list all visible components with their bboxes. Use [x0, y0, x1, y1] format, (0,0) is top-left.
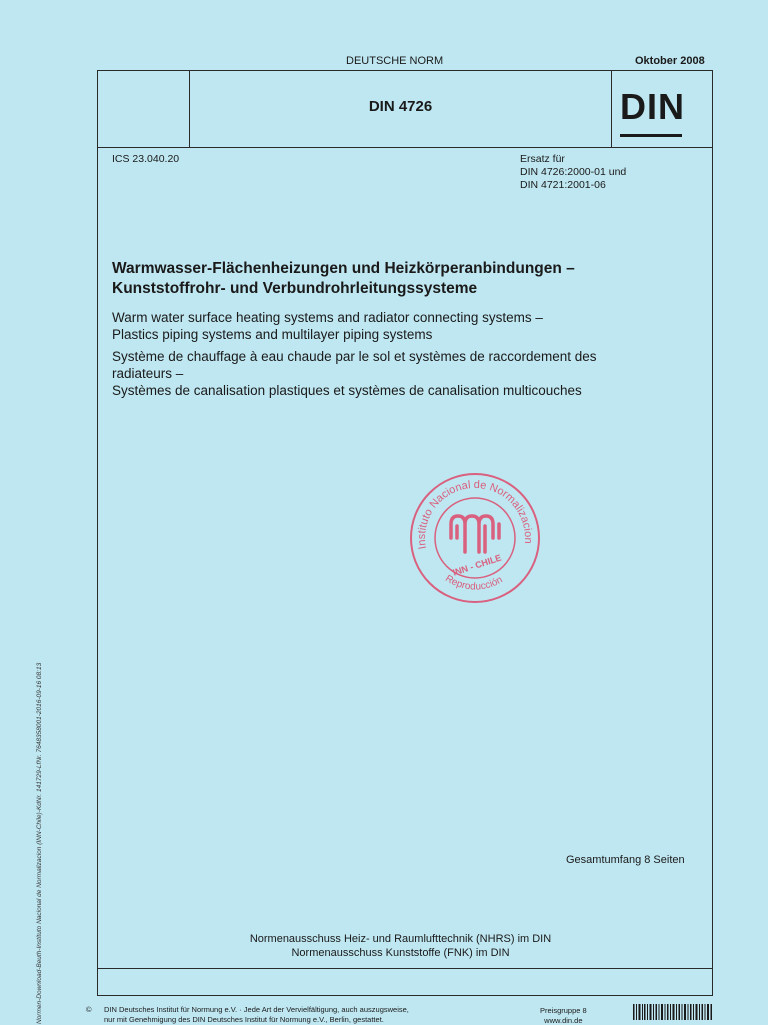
- title-french-line-1: Système de chauffage à eau chaude par le sol et systèmes de raccordement des: [112, 348, 597, 365]
- barcode-icon: [633, 1004, 713, 1020]
- din-logo: DIN: [620, 92, 682, 137]
- stamp-center-text: INN - CHILE: [452, 553, 503, 578]
- publication-date: Oktober 2008: [635, 55, 705, 67]
- standard-number: DIN 4726: [190, 98, 611, 115]
- committee-2: Normenausschuss Kunststoffe (FNK) im DIN: [190, 946, 611, 960]
- header-right-divider: [611, 70, 612, 148]
- copyright-symbol: ©: [86, 1005, 92, 1015]
- title-german-line-2: Kunststoffrohr- und Verbundrohrleitungssysteme: [112, 279, 575, 299]
- website-link[interactable]: www.din.de: [540, 1016, 587, 1025]
- replacement-2: DIN 4721:2001-06: [520, 179, 626, 192]
- price-group: Preisgruppe 8: [540, 1006, 587, 1016]
- stamp-bottom-text: Reproducción: [443, 573, 504, 592]
- title-english: [112, 309, 543, 343]
- title-german-line-1: Warmwasser-Flächenheizungen und Heizkörperanbindungen –: [112, 259, 575, 279]
- committees: [190, 932, 611, 960]
- ics-code: ICS 23.040.20: [112, 153, 179, 166]
- committee-1: Normenausschuss Heiz- und Raumlufttechnik (NHRS) im DIN: [190, 932, 611, 946]
- stamp-arc-text: Instituto Nacional de Normalizacion: [416, 479, 534, 550]
- copyright-line-1: DIN Deutsches Institut für Normung e.V. · Jede Art der Vervielfältigung, auch auszugsweise,: [104, 1005, 409, 1015]
- replacement-info: [520, 153, 626, 192]
- norm-type: DEUTSCHE NORM: [346, 55, 443, 67]
- inn-chile-stamp-icon: [405, 468, 545, 608]
- replacement-1: DIN 4726:2000-01 und: [520, 166, 626, 179]
- download-watermark: Normen-Download-Beuth-Instituto Nacional de Normalizacion (INN-Chile)-KdNr. 141729-LfNr. 7648358001-2016-09-16 08:13: [36, 663, 43, 1024]
- replacement-label: Ersatz für: [520, 153, 626, 166]
- title-french-line-3: Systèmes de canalisation plastiques et systèmes de canalisation multicouches: [112, 382, 597, 399]
- price-info: [540, 1006, 587, 1025]
- page-count: Gesamtumfang 8 Seiten: [566, 854, 685, 867]
- footer-divider: [97, 968, 713, 969]
- title-german: [112, 259, 575, 299]
- title-french-line-2: radiateurs –: [112, 365, 597, 382]
- title-french: [112, 348, 597, 399]
- title-english-line-2: Plastics piping systems and multilayer piping systems: [112, 326, 543, 343]
- copyright-line-2: nur mit Genehmigung des DIN Deutsches Institut für Normung e.V., Berlin, gestattet.: [104, 1015, 409, 1025]
- copyright-notice: [104, 1005, 409, 1024]
- svg-text:Reproducción: [443, 573, 504, 592]
- title-english-line-1: Warm water surface heating systems and radiator connecting systems –: [112, 309, 543, 326]
